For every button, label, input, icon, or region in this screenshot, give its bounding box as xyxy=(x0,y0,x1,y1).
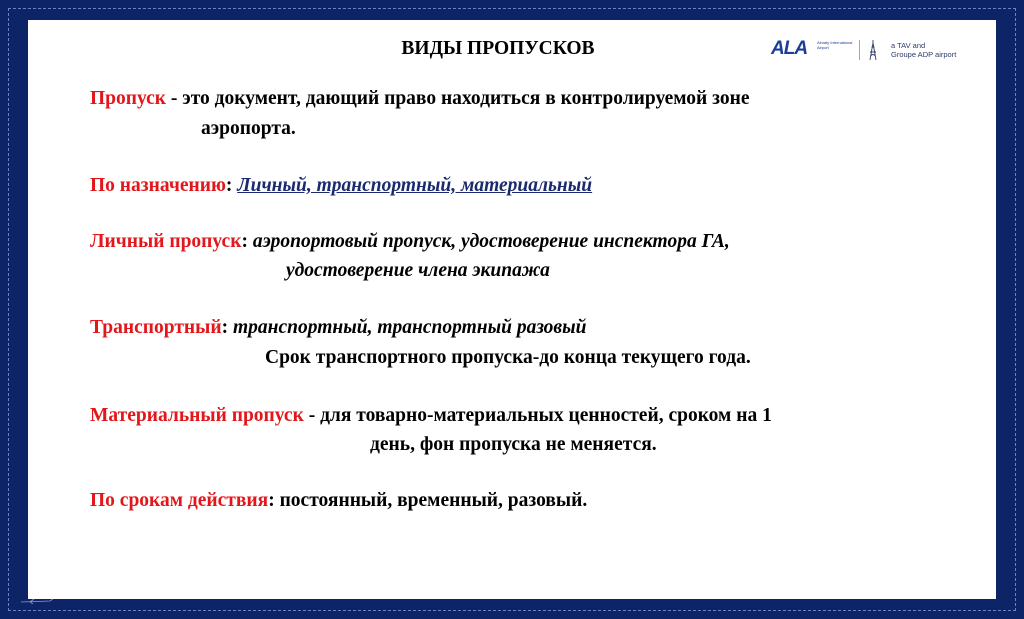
personal-text-2: удостоверение члена экипажа xyxy=(286,260,550,281)
airport-logo xyxy=(771,36,981,66)
purpose-line xyxy=(90,175,592,197)
purpose-values: Личный, транспортный, материальный xyxy=(237,175,593,196)
material-line-1 xyxy=(90,405,772,427)
transport-colon: : xyxy=(221,317,233,338)
material-term: Материальный пропуск xyxy=(90,405,304,426)
purpose-term: По назначению xyxy=(90,175,226,196)
definition-term: Пропуск xyxy=(90,88,167,109)
slide xyxy=(28,20,996,599)
definition-line-1 xyxy=(90,88,750,110)
material-text-1: - для товарно-материальных ценностей, сроком на 1 xyxy=(303,405,772,426)
validity-term: По срокам действия xyxy=(90,490,269,511)
definition-text-2: аэропорта. xyxy=(201,118,296,139)
logo-divider xyxy=(859,40,860,60)
airplane-icon xyxy=(20,598,54,604)
slide-title: ВИДЫ ПРОПУСКОВ xyxy=(401,38,595,59)
logo-brand-subtitle: Almaty International Airport xyxy=(817,40,853,50)
transport-text-2: Срок транспортного пропуска-до конца текущего года. xyxy=(265,347,751,368)
transport-term: Транспортный xyxy=(90,317,222,338)
purpose-colon: : xyxy=(225,175,238,196)
logo-brand: ALA xyxy=(771,38,808,59)
material-text-2: день, фон пропуска не меняется. xyxy=(370,434,657,455)
eiffel-tower-icon xyxy=(866,40,880,60)
personal-term: Личный пропуск xyxy=(90,231,242,252)
transport-line-1 xyxy=(90,317,587,339)
logo-partner-line1: a TAV and xyxy=(891,41,926,50)
personal-line-1 xyxy=(90,231,730,253)
personal-text-1: аэропортовый пропуск, удостоверение инспектора ГА, xyxy=(252,231,730,252)
validity-line xyxy=(90,490,587,512)
definition-text-1: - это документ, дающий право находиться в контролируемой зоне xyxy=(166,88,750,109)
personal-colon: : xyxy=(241,231,253,252)
validity-text: : постоянный, временный, разовый. xyxy=(268,490,588,511)
logo-partner-text xyxy=(891,41,956,59)
logo-partner-line2: Groupe ADP airport xyxy=(891,50,957,59)
transport-text-1: транспортный, транспортный разовый xyxy=(232,317,587,338)
